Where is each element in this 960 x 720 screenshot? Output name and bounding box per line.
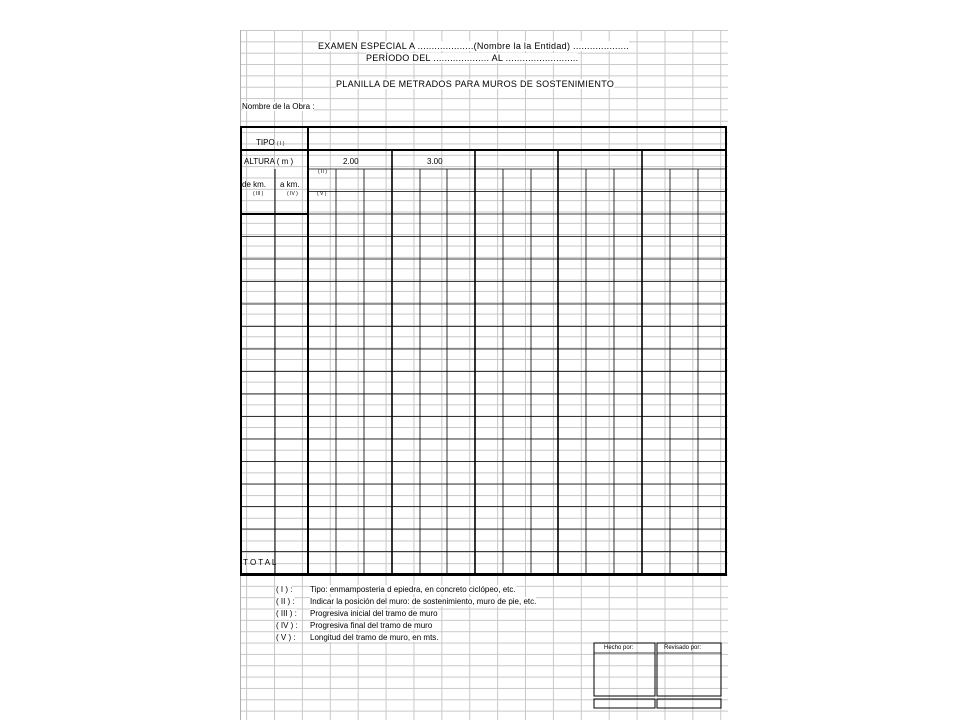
revisado-por-label: Revisado por: [664, 645, 702, 651]
tipo-label: TIPO ( I ) [256, 138, 285, 147]
sheet-title: PLANILLA DE METRADOS PARA MUROS DE SOSTENIMIENTO [336, 79, 615, 89]
table-outer-border [241, 127, 726, 575]
de-km-label: de km. [242, 180, 267, 189]
note-text: Progresiva final del tramo de muro [310, 621, 433, 630]
note-text: Progresiva inicial del tramo de muro [310, 609, 438, 618]
revisado-por-date-box [657, 699, 721, 708]
note-ref: ( V ) : [276, 633, 296, 642]
ref-ii-label: ( II ) [318, 169, 327, 175]
hecho-por-label: Hecho por: [604, 645, 634, 651]
note-text: Longitud del tramo de muro, en mts. [310, 633, 439, 642]
altura-value-2: 3.00 [427, 157, 443, 166]
note-text: Indicar la posición del muro: de sostenimiento, muro de pie, etc. [310, 597, 537, 606]
period-line: PERÍODO DEL .................... AL .......................... [366, 53, 579, 63]
a-km-label: a km. [280, 180, 300, 189]
note-ref: ( I ) : [276, 585, 293, 594]
altura-value-1: 2.00 [343, 157, 359, 166]
note-ref: ( III ) : [276, 609, 297, 618]
altura-label: ALTURA ( m ) [244, 157, 294, 166]
total-label: T O T A L [243, 558, 277, 567]
note-ref: ( IV ) : [276, 621, 298, 630]
hecho-por-date-box [594, 699, 655, 708]
ref-v-label: ( V ) [317, 191, 327, 197]
exam-title: EXAMEN ESPECIAL A ....................(Nombre la la Entidad) .................... [318, 41, 630, 51]
note-text: Tipo: enmamposteria d epiedra, en concreto ciclópeo, etc. [310, 585, 516, 594]
obra-label: Nombre de la Obra : [242, 102, 315, 111]
ref-iv-label: ( IV ) [287, 191, 298, 197]
ref-iii-label: ( III ) [253, 191, 264, 197]
note-ref: ( II ) : [276, 597, 295, 606]
